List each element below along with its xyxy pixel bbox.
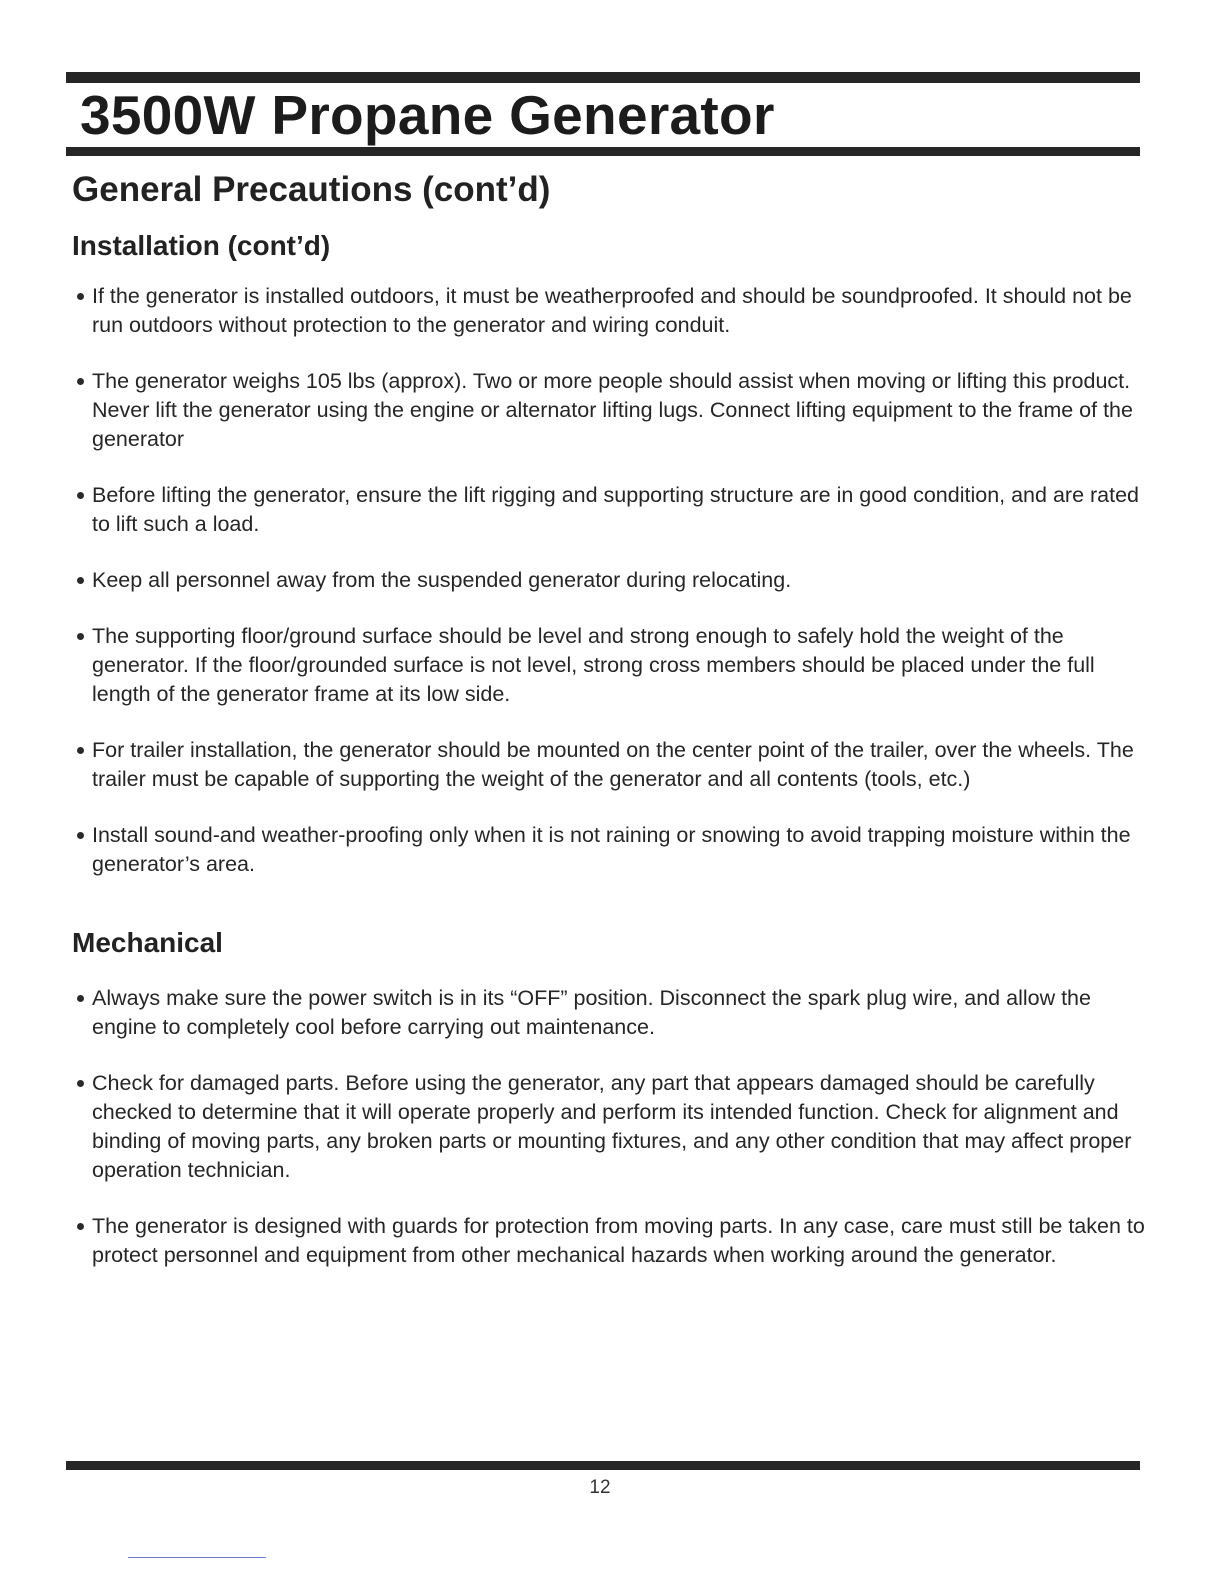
bullet-icon — [77, 995, 84, 1002]
installation-bullet-item — [76, 481, 1156, 539]
top-rule — [66, 72, 1140, 83]
bullet-icon — [77, 832, 84, 839]
bullet-text: Install sound-and weather-proofing only when it is not raining or snowing to avoid trapping moisture within the generator’s area. — [92, 823, 1131, 876]
bullet-text: For trailer installation, the generator should be mounted on the center point of the trailer, over the wheels. The trailer must be capable of supporting the weight of the generator and all contents (tools, etc.) — [92, 738, 1134, 791]
bullet-text: If the generator is installed outdoors, it must be weatherproofed and should be soundproofed. It should not be run outdoors without protection to the generator and wiring conduit. — [92, 284, 1132, 337]
bullet-icon — [77, 1223, 84, 1230]
installation-bullet-item — [76, 367, 1156, 454]
bullet-text: Always make sure the power switch is in its “OFF” position. Disconnect the spark plug wire, and allow the engine to completely cool before carrying out maintenance. — [92, 986, 1091, 1039]
document-title: 3500W Propane Generator — [80, 84, 775, 146]
title-underline-rule — [66, 147, 1140, 156]
bullet-text: Check for damaged parts. Before using the generator, any part that appears damaged should be carefully checked to determine that it will operate properly and perform its intended function. Check for alignment and binding of moving parts, any broken parts or mounting fixtures, and any other condition that may affect proper operation technician. — [92, 1071, 1132, 1182]
page-number: 12 — [589, 1477, 611, 1498]
bullet-icon — [77, 378, 84, 385]
bullet-text: Keep all personnel away from the suspended generator during relocating. — [92, 568, 792, 592]
bullet-text: The generator is designed with guards for protection from moving parts. In any case, care must still be taken to protect personnel and equipment from other mechanical hazards when working around the generator. — [92, 1214, 1145, 1267]
mechanical-bullet-list — [76, 984, 1156, 1270]
mechanical-bullet-item — [76, 1212, 1156, 1270]
installation-bullet-item — [76, 282, 1156, 340]
footer-rule — [66, 1461, 1140, 1470]
bullet-text: The generator weighs 105 lbs (approx). Two or more people should assist when moving or lifting this product. Never lift the generator using the engine or alternator lifting lugs. Connect lifting equipment to the frame of the generator — [92, 369, 1133, 451]
installation-bullet-list — [76, 282, 1156, 879]
installation-bullet-item — [76, 736, 1156, 794]
section-heading: General Precautions (cont’d) — [72, 170, 551, 209]
bullet-icon — [77, 293, 84, 300]
installation-bullet-item — [76, 566, 1156, 595]
bullet-icon — [77, 1080, 84, 1087]
footer-underline-mark — [128, 1557, 266, 1558]
bullet-icon — [77, 577, 84, 584]
bullet-icon — [77, 633, 84, 640]
installation-bullet-item — [76, 622, 1156, 709]
bullet-icon — [77, 492, 84, 499]
mechanical-heading: Mechanical — [72, 927, 223, 958]
bullet-icon — [77, 747, 84, 754]
mechanical-bullet-item — [76, 1069, 1156, 1185]
installation-heading: Installation (cont’d) — [72, 230, 331, 261]
bullet-text: Before lifting the generator, ensure the lift rigging and supporting structure are in good condition, and are rated to lift such a load. — [92, 483, 1140, 536]
installation-bullet-item — [76, 821, 1156, 879]
mechanical-bullet-item — [76, 984, 1156, 1042]
bullet-text: The supporting floor/ground surface should be level and strong enough to safely hold the weight of the generator. If the floor/grounded surface is not level, strong cross members should be placed under the full length of the generator frame at its low side. — [92, 624, 1095, 706]
